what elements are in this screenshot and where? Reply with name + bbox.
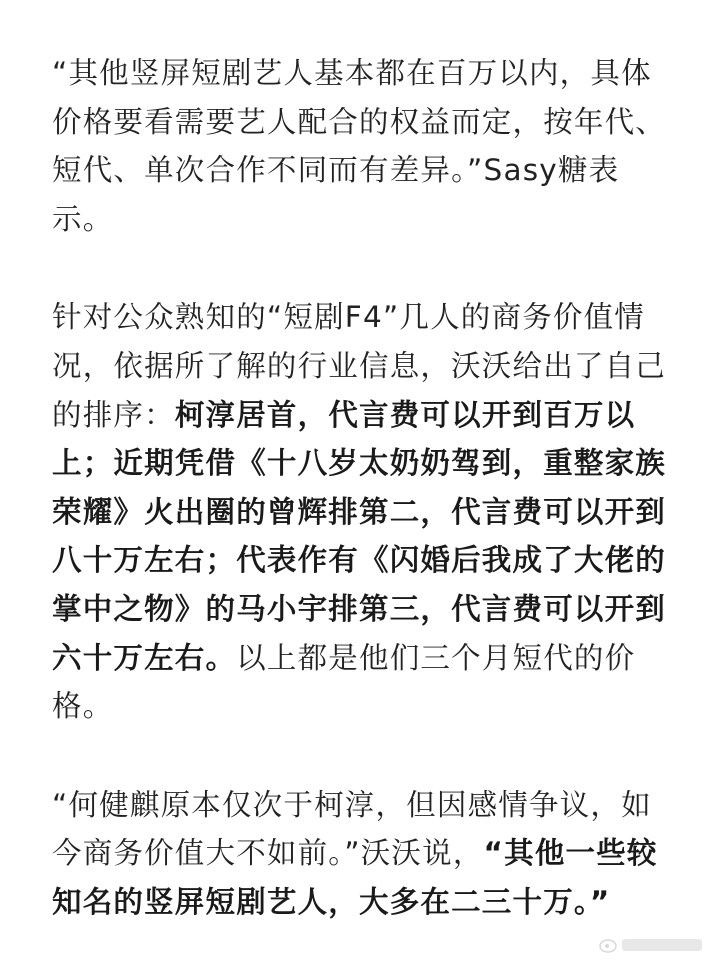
paragraph-text: “何健麒原本仅次于柯淳，但因感情争议，如今商务价值大不如前。”沃沃说，	[52, 787, 652, 871]
paragraph-text: “其他竖屏短剧艺人基本都在百万以内，具体价格要看需要艺人配合的权益而定，按年代、短代、单次合作不同而有差异。”Sasy糖表示。	[52, 56, 667, 236]
paragraph-quote-wowo	[52, 781, 672, 927]
paragraph-bold-text: 柯淳居首，代言费可以开到百万以上；近期凭借《十八岁太奶奶驾到，重整家族荣耀》火出圈的曾辉排第二，代言费可以开到八十万左右；代表作有《闪婚后我成了大佬的掌中之物》的马小宇排第三，代言费可以开到六十万左右。	[52, 397, 667, 675]
paragraph-bold-text: “其他一些较知名的竖屏短剧艺人，大多在二三十万。”	[52, 836, 658, 919]
paragraph-quote-sasy	[52, 49, 672, 243]
paragraph-text: 针对公众熟知的“短剧F4”几人的商务价值情况，依据所了解的行业信息，沃沃给出了自己的排序：	[52, 300, 667, 432]
paragraph-text: 以上都是他们三个月短代的价格。	[52, 640, 636, 724]
weibo-logo-icon	[598, 935, 708, 959]
paragraph-f4-ranking	[52, 293, 672, 730]
article-body	[52, 49, 672, 977]
